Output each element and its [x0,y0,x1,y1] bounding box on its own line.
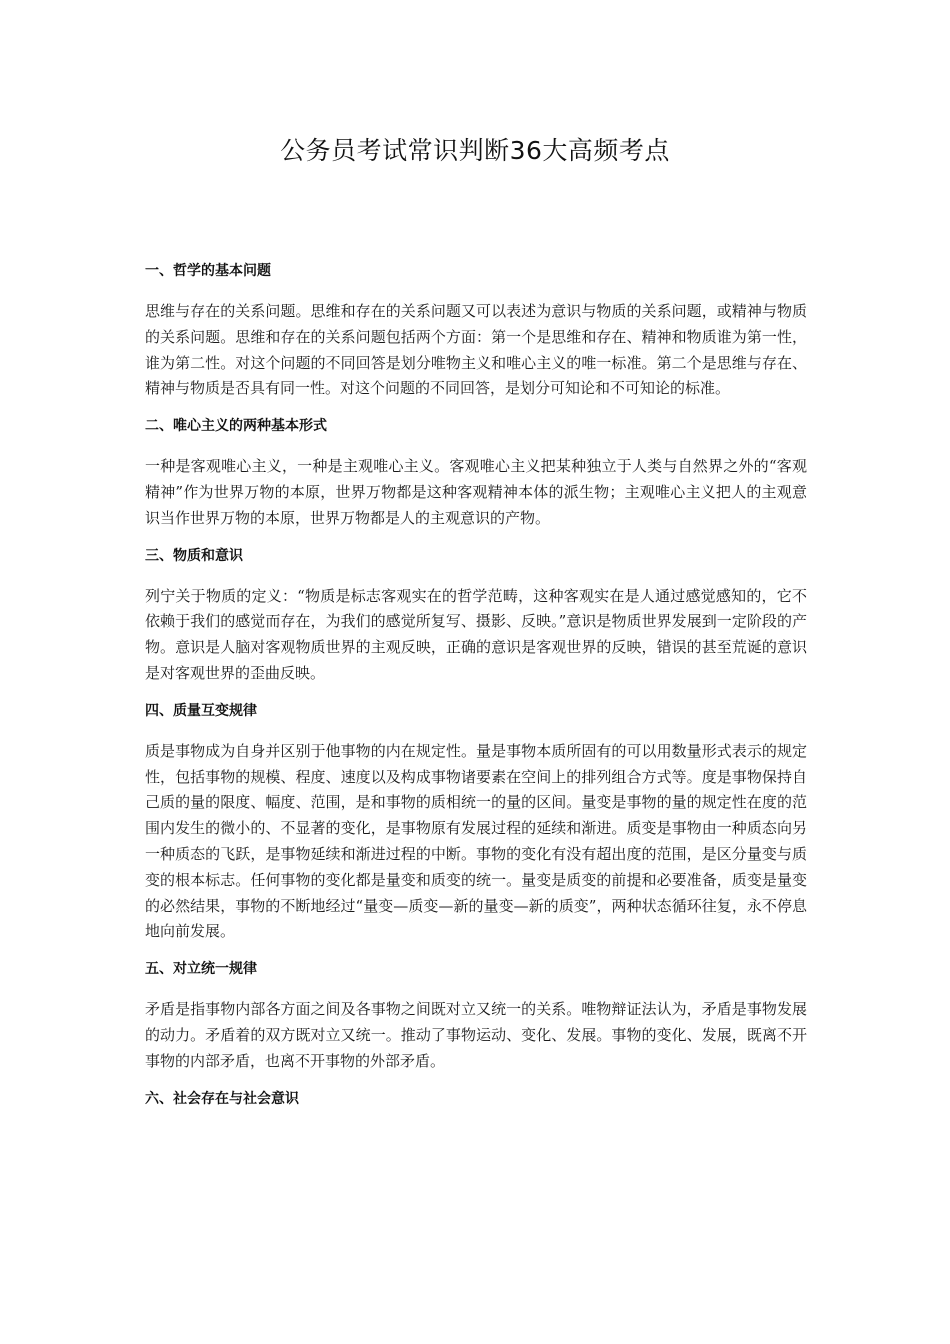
document-body [145,260,807,1127]
section-heading: 二、唯心主义的两种基本形式 [145,418,327,435]
section-paragraph: 列宁关于物质的定义：“物质是标志客观实在的哲学范畴，这种客观实在是人通过感觉感知的，它不依赖于我们的感觉而存在，为我们的感觉所复写、摄影、反映。”意识是物质世界发展到一定阶段的产物。意识是人脑对客观物质世界的主观反映，正确的意识是客观世界的反映，错误的甚至荒诞的意识是对客观世界的歪曲反映。 [145,586,807,682]
section-unity-of-opposites [145,958,807,1074]
section-paragraph: 质是事物成为自身并区别于他事物的内在规定性。量是事物本质所固有的可以用数量形式表示的规定性，包括事物的规模、程度、速度以及构成事物诸要素在空间上的排列组合方式等。度是事物保持自己质的量的限度、幅度、范围，是和事物的质相统一的量的区间。量变是事物的量的规定性在度的范围内发生的微小的、不显著的变化，是事物原有发展过程的延续和渐进。质变是事物由一种质态向另一种质态的飞跃，是事物延续和渐进过程的中断。事物的变化有没有超出度的范围，是区分量变与质变的根本标志。任何事物的变化都是量变和质变的统一。量变是质变的前提和必要准备，质变是量变的必然结果，事物的不断地经过“量变—质变—新的量变—新的质变”，两种状态循环往复，永不停息地向前发展。 [145,741,807,941]
section-heading: 三、物质和意识 [145,547,243,564]
section-quality-quantity-law [145,700,807,945]
document-title: 公务员考试常识判断36大高频考点 [280,136,670,165]
section-heading: 四、质量互变规律 [145,702,257,719]
section-paragraph: 矛盾是指事物内部各方面之间及各事物之间既对立又统一的关系。唯物辩证法认为，矛盾是事物发展的动力。矛盾着的双方既对立又统一。推动了事物运动、变化、发展。事物的变化、发展，既离不开事物的内部矛盾，也离不开事物的外部矛盾。 [145,1000,807,1070]
section-heading: 五、对立统一规律 [145,961,257,978]
section-paragraph: 思维与存在的关系问题。思维和存在的关系问题又可以表述为意识与物质的关系问题，或精神与物质的关系问题。思维和存在的关系问题包括两个方面：第一个是思维和存在、精神和物质谁为第一性，谁为第二性。对这个问题的不同回答是划分唯物主义和唯心主义的唯一标准。第二个是思维与存在、精神与物质是否具有同一性。对这个问题的不同回答，是划分可知论和不可知论的标准。 [145,302,807,398]
section-matter-consciousness [145,545,807,687]
section-heading: 一、哲学的基本问题 [145,263,271,279]
section-heading: 六、社会存在与社会意识 [145,1090,299,1107]
section-idealism-forms [145,415,807,531]
section-paragraph: 一种是客观唯心主义，一种是主观唯心主义。客观唯心主义把某种独立于人类与自然界之外的“客观精神”作为世界万物的本原，世界万物都是这种客观精神本体的派生物；主观唯心主义把人的主观意识当作世界万物的本原，世界万物都是人的主观意识的产物。 [145,457,807,527]
section-philosophy-basic-question [145,260,807,402]
section-social-existence [145,1088,807,1110]
